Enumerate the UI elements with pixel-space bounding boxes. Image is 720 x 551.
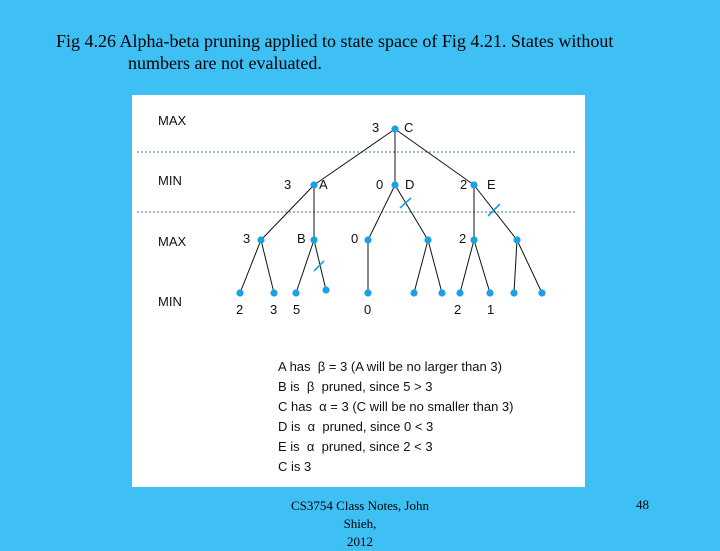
note-line-5: E is α pruned, since 2 < 3 (278, 439, 433, 454)
node-c (391, 125, 398, 132)
node-m3-value: 0 (351, 231, 359, 246)
leaf-1 (236, 289, 243, 296)
node-e (470, 181, 477, 188)
leaf-5-value: 0 (364, 302, 372, 317)
node-m6 (513, 236, 520, 243)
node-d-value: 0 (376, 177, 384, 192)
note-line-4: D is α pruned, since 0 < 3 (278, 419, 434, 434)
page-number: 48 (636, 497, 649, 512)
leaf-7 (438, 289, 445, 296)
leaf-9 (486, 289, 493, 296)
node-m5-value: 2 (459, 231, 467, 246)
node-b-label: B (297, 231, 306, 246)
leaf-5 (364, 289, 371, 296)
level-label-min-2: MIN (158, 294, 182, 309)
level-label-min-1: MIN (158, 173, 182, 188)
leaf-3-value: 5 (293, 302, 301, 317)
edge-m6-l10 (514, 240, 517, 293)
level-label-max-2: MAX (158, 234, 187, 249)
prune-mark-d (400, 198, 411, 208)
edge-b-l3 (296, 240, 314, 293)
node-e-label: E (487, 177, 496, 192)
leaf-8-value: 2 (454, 302, 462, 317)
footer-credit (290, 497, 430, 551)
node-m1 (257, 236, 264, 243)
edge-m4-l6 (414, 240, 428, 293)
edge-m5-l8 (460, 240, 474, 293)
node-d (391, 181, 398, 188)
edge-m5-l9 (474, 240, 490, 293)
node-d-label: D (405, 177, 415, 192)
leaf-11 (538, 289, 545, 296)
node-a (310, 181, 317, 188)
node-c-label: C (404, 120, 414, 135)
edge-m1-l2 (261, 240, 274, 293)
edge-m4-l7 (428, 240, 442, 293)
leaf-3 (292, 289, 299, 296)
title-line-2: numbers are not evaluated. (128, 53, 322, 73)
level-label-max-1: MAX (158, 113, 187, 128)
leaf-4 (322, 286, 329, 293)
leaf-6 (410, 289, 417, 296)
leaf-2-value: 3 (270, 302, 278, 317)
edge-m6-l11 (517, 240, 542, 293)
prune-marks (314, 198, 500, 271)
node-c-value: 3 (372, 120, 380, 135)
leaf-9-value: 1 (487, 302, 495, 317)
edge-d-m4 (395, 185, 428, 240)
note-line-3: C has α = 3 (C will be no smaller than 3) (278, 399, 514, 414)
leaf-1-value: 2 (236, 302, 244, 317)
title-line-1: Fig 4.26 Alpha-beta pruning applied to state space of Fig 4.21. States without (56, 31, 614, 51)
slide-title (56, 30, 696, 74)
node-m4 (424, 236, 431, 243)
tree-nodes (236, 125, 545, 296)
note-line-6: C is 3 (278, 459, 312, 474)
node-e-value: 2 (460, 177, 468, 192)
node-m5 (470, 236, 477, 243)
node-a-label: A (319, 177, 328, 192)
leaf-2 (270, 289, 277, 296)
note-line-1: A has β = 3 (A will be no larger than 3) (278, 359, 502, 374)
node-m1-value: 3 (243, 231, 251, 246)
node-m3 (364, 236, 371, 243)
alpha-beta-figure (132, 95, 585, 487)
leaf-8 (456, 289, 463, 296)
node-a-value: 3 (284, 177, 292, 192)
tree-edges (240, 129, 542, 293)
note-line-2: B is β pruned, since 5 > 3 (278, 379, 433, 394)
edge-m1-l1 (240, 240, 261, 293)
footer-credit-line-1: CS3754 Class Notes, John Shieh, (291, 498, 429, 531)
leaf-10 (510, 289, 517, 296)
node-b (310, 236, 317, 243)
footer-credit-line-2: 2012 (347, 534, 373, 549)
